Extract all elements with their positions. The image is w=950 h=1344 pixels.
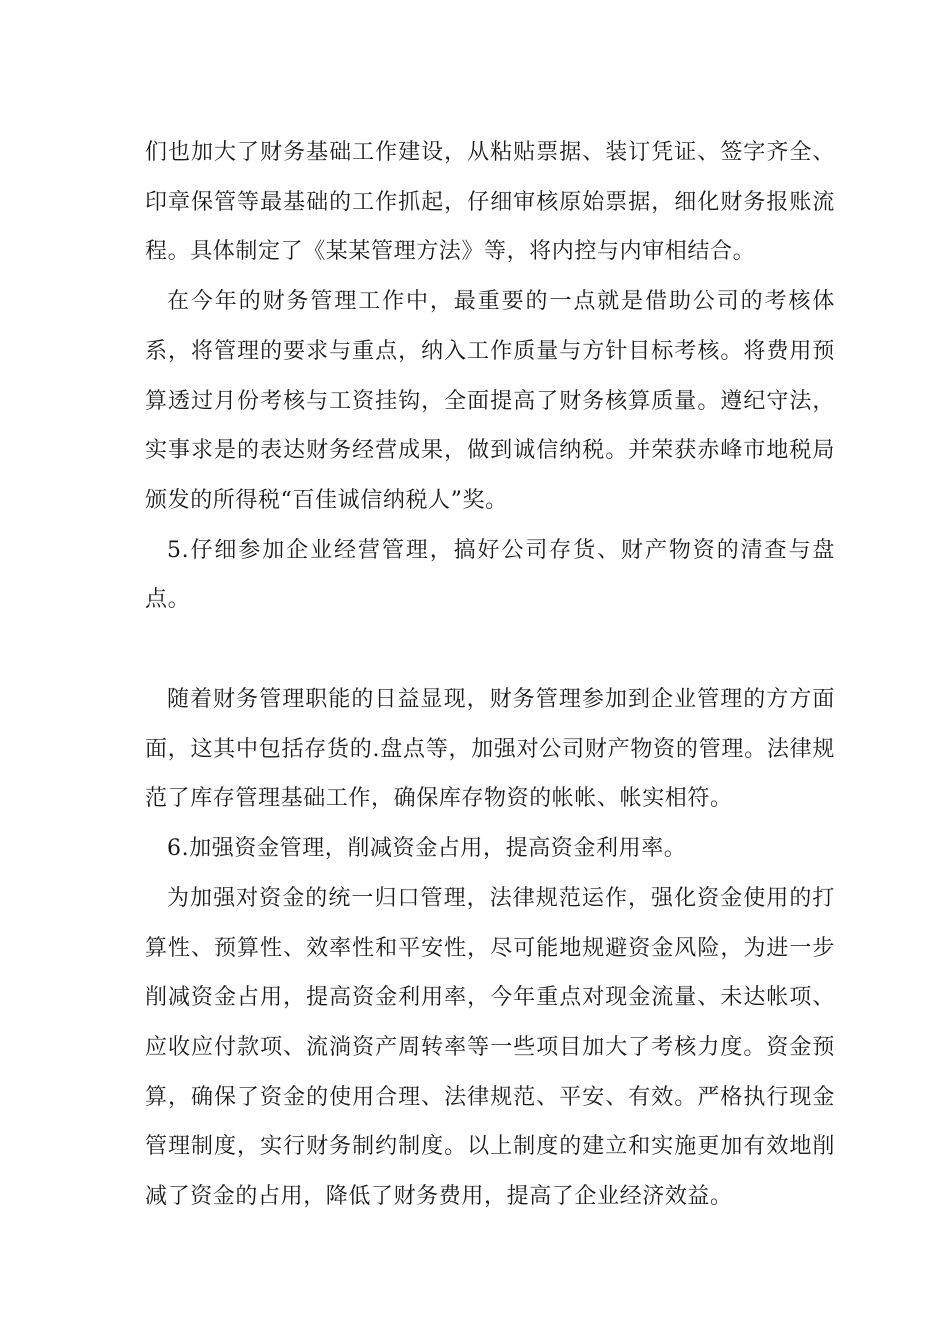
- document-body: [145, 128, 835, 1222]
- paragraph-2: 在今年的财务管理工作中，最重要的一点就是借助公司的考核体系，将管理的要求与重点，纳入工作质量与方针目标考核。将费用预算透过月份考核与工资挂钩，全面提高了财务核算质量。遵纪守法，实事求是的表达财务经营成果，做到诚信纳税。并荣获赤峰市地税局颁发的所得税“百佳诚信纳税人”奖。: [145, 289, 835, 513]
- paragraph-4: 为加强对资金的统一归口管理，法律规范运作，强化资金使用的打算性、预算性、效率性和平安性，尽可能地规避资金风险，为进一步削减资金占用，提高资金利用率，今年重点对现金流量、未达帐项、应收应付款项、流淌资产周转率等一些项目加大了考核力度。资金预算，确保了资金的使用合理、法律规范、平安、有效。严格执行现金管理制度，实行财务制约制度。以上制度的建立和实施更加有效地削减了资金的占用，降低了财务费用，提高了企业经济效益。: [145, 885, 835, 1210]
- paragraph-1: 们也加大了财务基础工作建设，从粘贴票据、装订凭证、签字齐全、印章保管等最基础的工作抓起，仔细审核原始票据，细化财务报账流程。具体制定了《某某管理方法》等，将内控与内审相结合。: [145, 140, 835, 265]
- section-heading-5: 5.仔细参加企业经营管理，搞好公司存货、财产物资的清查与盘点。: [145, 537, 835, 613]
- section-heading-6: 6.加强资金管理，削减资金占用，提高资金利用率。: [167, 836, 687, 862]
- paragraph-3: 随着财务管理职能的日益显现，财务管理参加到企业管理的方方面面，这其中包括存货的.盘点等，加强对公司财产物资的管理。法律规范了库存管理基础工作，确保库存物资的帐帐、帐实相符。: [145, 687, 835, 812]
- paragraph-spacer: [145, 625, 835, 675]
